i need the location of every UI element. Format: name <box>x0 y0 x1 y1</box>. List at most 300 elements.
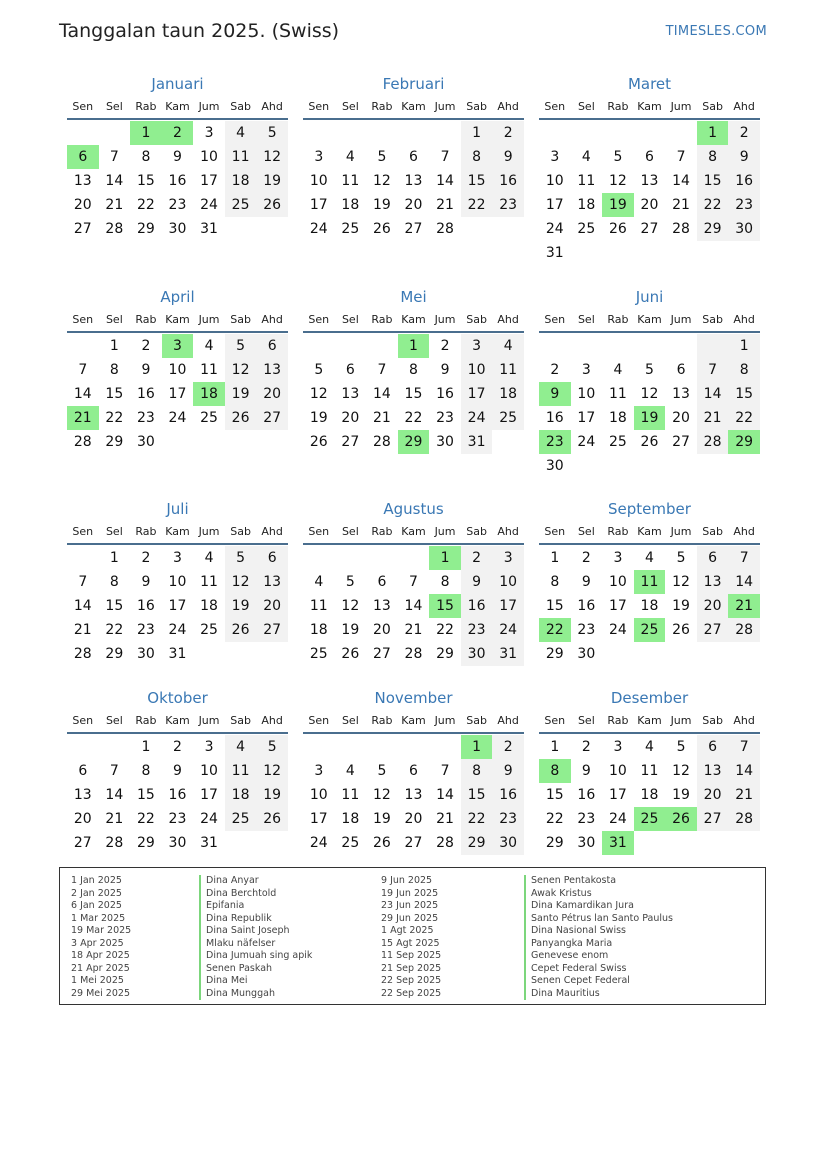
day-cell: 7 <box>78 362 88 378</box>
weekday-label: Ahd <box>497 313 519 326</box>
day-cell: 4 <box>345 149 355 165</box>
month-name: November <box>374 689 453 707</box>
day-cell: 10 <box>461 358 493 382</box>
day-cell: 23 <box>461 618 493 642</box>
site-logo-link[interactable]: TIMESLES.COM <box>665 24 767 39</box>
holiday-name: Dina Mei <box>199 975 312 988</box>
holiday-day-cell: 26 <box>665 807 697 831</box>
holiday-date: 18 Apr 2025 <box>71 950 130 961</box>
day-cell: 6 <box>697 735 729 759</box>
weekday-label: Kam <box>165 100 190 113</box>
day-cell: 10 <box>608 763 627 779</box>
day-cell: 1 <box>550 739 560 755</box>
day-cell: 9 <box>141 574 151 590</box>
weekday-header <box>303 521 524 543</box>
holiday-name: Genevese enom <box>524 950 673 963</box>
day-cell: 18 <box>492 382 524 406</box>
day-cell: 11 <box>608 386 627 402</box>
holiday-day-cell: 8 <box>539 759 571 783</box>
weekday-label: Kam <box>165 714 190 727</box>
day-cell: 5 <box>645 362 654 378</box>
weekday-label: Rab <box>135 714 157 727</box>
day-cell: 27 <box>73 835 92 851</box>
day-cell: 30 <box>577 646 596 662</box>
weekday-label: Sab <box>466 714 487 727</box>
header-rule <box>303 331 524 333</box>
weekday-label: Sen <box>72 313 94 326</box>
weekday-label: Rab <box>135 100 157 113</box>
day-cell: 23 <box>577 622 596 638</box>
weekday-label: Sel <box>577 525 595 538</box>
day-cell: 30 <box>461 642 493 666</box>
weekday-label: Sel <box>577 313 595 326</box>
day-cell: 31 <box>200 221 218 237</box>
holiday-date: 15 Agt 2025 <box>381 937 440 949</box>
day-cell: 14 <box>73 598 92 614</box>
empty-cell <box>665 121 697 145</box>
day-cell: 29 <box>545 646 564 662</box>
day-cell: 2 <box>550 362 560 378</box>
holiday-date: 19 Mar 2025 <box>71 925 132 936</box>
day-cell: 19 <box>256 783 288 807</box>
day-cell: 2 <box>141 338 151 354</box>
weekday-label: Ahd <box>497 525 519 538</box>
month-name: Agustus <box>383 500 444 518</box>
day-cell: 16 <box>136 598 155 614</box>
day-cell: 24 <box>461 406 493 430</box>
day-cell: 23 <box>168 811 187 827</box>
month-juni <box>539 285 760 478</box>
weekday-label: Sen <box>544 525 566 538</box>
weekday-header <box>67 710 288 732</box>
day-cell: 25 <box>225 193 257 217</box>
day-cell: 11 <box>577 173 596 189</box>
day-cell: 22 <box>105 410 124 426</box>
day-cell: 16 <box>136 386 155 402</box>
day-cell: 6 <box>645 149 654 165</box>
day-cell: 3 <box>613 550 623 566</box>
holiday-day-cell: 1 <box>697 121 729 145</box>
weekday-header <box>67 309 288 331</box>
day-cell: 6 <box>377 574 387 590</box>
day-cell: 31 <box>200 835 218 851</box>
holiday-name: Dina Anyar <box>199 875 312 888</box>
day-cell: 7 <box>697 358 729 382</box>
day-cell: 6 <box>409 149 418 165</box>
day-cell: 23 <box>492 807 524 831</box>
day-cell: 28 <box>372 434 391 450</box>
holiday-date: 1 Jan 2025 <box>71 875 122 886</box>
day-cell: 26 <box>341 646 360 662</box>
day-cell: 19 <box>256 169 288 193</box>
day-cell: 6 <box>697 546 729 570</box>
holiday-name: Senen Paskah <box>199 963 312 976</box>
day-cell: 13 <box>256 570 288 594</box>
empty-cell <box>571 334 603 358</box>
empty-cell <box>539 121 571 145</box>
holiday-name: Dina Saint Joseph <box>199 925 312 938</box>
day-cell: 10 <box>168 362 187 378</box>
day-cell: 17 <box>608 598 627 614</box>
empty-cell <box>335 546 367 570</box>
month-name: Juni <box>635 288 664 306</box>
empty-cell <box>429 735 461 759</box>
holiday-name: Dina Jumuah sing apik <box>199 950 312 963</box>
day-cell: 29 <box>136 221 155 237</box>
day-cell: 20 <box>404 811 423 827</box>
day-cell: 28 <box>697 430 729 454</box>
day-cell: 19 <box>672 787 690 803</box>
day-cell: 28 <box>404 646 423 662</box>
day-cell: 17 <box>608 787 627 803</box>
weekday-label: Kam <box>401 525 426 538</box>
day-cell: 23 <box>577 811 596 827</box>
weekday-label: Sab <box>702 100 723 113</box>
day-cell: 20 <box>372 622 391 638</box>
weekday-label: Kam <box>165 313 190 326</box>
day-cell: 3 <box>550 149 560 165</box>
day-cell: 20 <box>672 410 690 426</box>
weekday-label: Sel <box>577 100 595 113</box>
day-cell: 9 <box>173 149 182 165</box>
day-cell: 14 <box>728 570 760 594</box>
day-cell: 23 <box>136 410 155 426</box>
day-cell: 18 <box>341 197 360 213</box>
weekday-label: Ahd <box>261 313 283 326</box>
day-cell: 26 <box>225 618 257 642</box>
header-rule <box>67 331 288 333</box>
holiday-name: Senen Cepet Federal <box>524 975 673 988</box>
day-cell: 17 <box>200 787 218 803</box>
holiday-name: Dina Republik <box>199 913 312 926</box>
day-cell: 28 <box>728 618 760 642</box>
day-cell: 4 <box>645 739 654 755</box>
empty-cell <box>335 121 367 145</box>
day-cell: 5 <box>256 735 288 759</box>
day-cell: 9 <box>173 763 182 779</box>
day-cell: 17 <box>577 410 596 426</box>
holiday-day-cell: 1 <box>461 735 493 759</box>
holiday-day-cell: 1 <box>130 121 162 145</box>
weekday-label: Ahd <box>261 100 283 113</box>
weekday-header <box>539 710 760 732</box>
weekday-label: Jum <box>670 525 692 538</box>
empty-cell <box>634 334 666 358</box>
day-cell: 27 <box>697 618 729 642</box>
day-cell: 28 <box>436 835 454 851</box>
month-juli <box>67 497 288 666</box>
day-cell: 4 <box>204 338 214 354</box>
day-cell: 18 <box>225 783 257 807</box>
day-cell: 12 <box>225 358 257 382</box>
day-cell: 19 <box>309 410 328 426</box>
day-cell: 12 <box>672 574 690 590</box>
empty-cell <box>67 121 99 145</box>
day-cell: 15 <box>105 598 124 614</box>
day-cell: 17 <box>168 386 187 402</box>
day-cell: 27 <box>697 807 729 831</box>
day-cell: 25 <box>608 434 627 450</box>
holiday-date: 29 Jun 2025 <box>381 912 439 924</box>
day-cell: 26 <box>372 835 391 851</box>
day-cell: 9 <box>141 362 151 378</box>
day-cell: 13 <box>697 570 729 594</box>
day-cell: 21 <box>672 197 690 213</box>
weekday-label: Sel <box>341 313 359 326</box>
day-cell: 29 <box>545 835 564 851</box>
month-maret <box>539 72 760 265</box>
day-cell: 7 <box>78 574 88 590</box>
day-cell: 25 <box>492 406 524 430</box>
day-cell: 15 <box>461 169 493 193</box>
day-cell: 6 <box>676 362 686 378</box>
day-cell: 1 <box>109 338 119 354</box>
weekday-label: Rab <box>371 100 393 113</box>
weekday-label: Sab <box>230 313 251 326</box>
day-cell: 15 <box>105 386 124 402</box>
day-cell: 28 <box>728 807 760 831</box>
weekday-label: Sel <box>105 100 123 113</box>
day-cell: 19 <box>672 598 690 614</box>
day-cell: 30 <box>168 221 187 237</box>
day-grid <box>303 546 524 666</box>
empty-cell <box>697 334 729 358</box>
day-cell: 26 <box>372 221 391 237</box>
day-cell: 20 <box>640 197 659 213</box>
day-grid <box>539 546 760 666</box>
day-cell: 29 <box>136 835 155 851</box>
month-agustus <box>303 497 524 666</box>
day-cell: 9 <box>581 574 591 590</box>
day-cell: 4 <box>613 362 623 378</box>
empty-cell <box>539 334 571 358</box>
day-cell: 31 <box>545 245 564 261</box>
day-cell: 19 <box>341 622 360 638</box>
weekday-label: Rab <box>371 714 393 727</box>
empty-cell <box>335 334 367 358</box>
day-cell: 21 <box>105 811 124 827</box>
weekday-header <box>303 710 524 732</box>
day-cell: 6 <box>256 334 288 358</box>
header-rule <box>539 732 760 734</box>
month-februari <box>303 72 524 241</box>
day-cell: 16 <box>168 787 187 803</box>
day-cell: 4 <box>345 763 355 779</box>
day-cell: 5 <box>225 546 257 570</box>
day-cell: 3 <box>492 546 524 570</box>
holiday-date: 23 Jun 2025 <box>381 900 439 911</box>
weekday-label: Sel <box>105 525 123 538</box>
holiday-name: Senen Pentakosta <box>524 875 673 888</box>
day-cell: 22 <box>436 622 454 638</box>
weekday-label: Kam <box>637 100 662 113</box>
day-cell: 25 <box>341 221 360 237</box>
day-cell: 22 <box>136 811 155 827</box>
holiday-name: Dina Munggah <box>199 988 312 1001</box>
day-cell: 14 <box>697 382 729 406</box>
day-cell: 25 <box>309 646 328 662</box>
day-cell: 18 <box>309 622 328 638</box>
weekday-label: Sen <box>72 100 94 113</box>
day-cell: 18 <box>640 598 659 614</box>
day-cell: 16 <box>168 173 187 189</box>
day-cell: 20 <box>404 197 423 213</box>
day-cell: 6 <box>256 546 288 570</box>
holiday-name: Mlaku näfelser <box>199 938 312 951</box>
weekday-label: Ahd <box>497 714 519 727</box>
header-rule <box>303 732 524 734</box>
day-cell: 26 <box>256 193 288 217</box>
weekday-label: Ahd <box>733 100 755 113</box>
day-cell: 18 <box>341 811 360 827</box>
day-cell: 30 <box>492 831 524 855</box>
day-cell: 14 <box>436 173 454 189</box>
day-cell: 13 <box>404 787 423 803</box>
day-cell: 6 <box>409 763 418 779</box>
day-cell: 4 <box>225 121 257 145</box>
day-cell: 17 <box>309 811 328 827</box>
empty-cell <box>303 121 335 145</box>
day-cell: 10 <box>168 574 187 590</box>
weekday-label: Kam <box>401 714 426 727</box>
day-cell: 25 <box>341 835 360 851</box>
day-cell: 27 <box>404 221 423 237</box>
day-cell: 17 <box>168 598 187 614</box>
weekday-label: Jum <box>198 313 220 326</box>
day-cell: 1 <box>109 550 119 566</box>
day-cell: 20 <box>256 594 288 618</box>
day-cell: 13 <box>256 358 288 382</box>
weekday-label: Sab <box>230 525 251 538</box>
holiday-date: 1 Mar 2025 <box>71 912 126 924</box>
day-cell: 5 <box>314 362 324 378</box>
day-grid <box>539 735 760 855</box>
day-cell: 9 <box>581 763 591 779</box>
day-cell: 16 <box>492 169 524 193</box>
holiday-name: Dina Kamardikan Jura <box>524 900 673 913</box>
day-cell: 26 <box>225 406 257 430</box>
day-cell: 29 <box>105 434 124 450</box>
day-cell: 1 <box>550 550 560 566</box>
empty-cell <box>303 546 335 570</box>
day-cell: 24 <box>200 197 218 213</box>
weekday-label: Jum <box>434 714 456 727</box>
empty-cell <box>634 121 666 145</box>
day-cell: 7 <box>109 763 119 779</box>
holiday-day-cell: 1 <box>429 546 461 570</box>
day-cell: 3 <box>204 125 214 141</box>
day-cell: 13 <box>697 759 729 783</box>
weekday-header <box>303 96 524 118</box>
day-cell: 25 <box>200 410 218 426</box>
day-cell: 14 <box>73 386 92 402</box>
day-cell: 3 <box>314 763 324 779</box>
day-cell: 15 <box>461 783 493 807</box>
day-cell: 23 <box>436 410 454 426</box>
day-cell: 4 <box>645 550 654 566</box>
weekday-label: Sel <box>341 100 359 113</box>
holiday-day-cell: 11 <box>634 570 666 594</box>
month-mei <box>303 285 524 454</box>
day-cell: 29 <box>436 646 454 662</box>
day-cell: 14 <box>728 759 760 783</box>
day-cell: 25 <box>200 622 218 638</box>
day-cell: 8 <box>409 362 418 378</box>
day-cell: 27 <box>372 646 391 662</box>
weekday-label: Ahd <box>261 714 283 727</box>
day-cell: 13 <box>341 386 360 402</box>
day-cell: 4 <box>204 550 214 566</box>
weekday-label: Jum <box>670 714 692 727</box>
day-cell: 12 <box>672 763 690 779</box>
day-cell: 1 <box>728 334 760 358</box>
day-cell: 19 <box>225 382 257 406</box>
day-cell: 26 <box>256 807 288 831</box>
day-cell: 3 <box>581 362 591 378</box>
day-cell: 10 <box>200 149 218 165</box>
day-cell: 29 <box>105 646 124 662</box>
empty-cell <box>303 334 335 358</box>
header-rule <box>539 331 760 333</box>
day-cell: 8 <box>461 759 493 783</box>
day-cell: 26 <box>672 622 690 638</box>
day-cell: 14 <box>105 787 124 803</box>
day-cell: 5 <box>345 574 355 590</box>
day-cell: 10 <box>577 386 596 402</box>
day-cell: 20 <box>73 811 92 827</box>
day-cell: 22 <box>105 622 124 638</box>
weekday-label: Sab <box>230 100 251 113</box>
month-januari <box>67 72 288 241</box>
day-cell: 7 <box>676 149 686 165</box>
page-title: Tanggalan taun 2025. (Swiss) <box>59 20 340 42</box>
day-cell: 15 <box>136 173 155 189</box>
day-grid <box>303 121 524 241</box>
day-cell: 28 <box>105 835 124 851</box>
weekday-label: Jum <box>670 313 692 326</box>
month-november <box>303 686 524 855</box>
holiday-name: Epifania <box>199 900 312 913</box>
day-cell: 26 <box>608 221 627 237</box>
month-name: Januari <box>151 75 204 93</box>
weekday-label: Kam <box>165 525 190 538</box>
day-cell: 12 <box>256 145 288 169</box>
weekday-label: Sel <box>341 525 359 538</box>
holiday-date: 19 Jun 2025 <box>381 887 439 899</box>
month-desember <box>539 686 760 855</box>
holiday-date: 1 Agt 2025 <box>381 925 434 936</box>
holiday-name: Dina Berchtold <box>199 888 312 901</box>
day-cell: 24 <box>608 622 627 638</box>
day-cell: 2 <box>173 739 182 755</box>
weekday-header <box>539 521 760 543</box>
empty-cell <box>665 334 697 358</box>
weekday-label: Ahd <box>733 714 755 727</box>
day-grid <box>539 121 760 265</box>
weekday-label: Sab <box>466 100 487 113</box>
weekday-label: Ahd <box>733 525 755 538</box>
weekday-header <box>67 521 288 543</box>
day-cell: 3 <box>204 739 214 755</box>
day-cell: 10 <box>492 570 524 594</box>
empty-cell <box>571 121 603 145</box>
weekday-label: Sab <box>230 714 251 727</box>
weekday-label: Jum <box>434 100 456 113</box>
day-cell: 19 <box>225 594 257 618</box>
weekday-label: Sab <box>702 525 723 538</box>
day-cell: 11 <box>341 787 360 803</box>
day-cell: 11 <box>225 759 257 783</box>
